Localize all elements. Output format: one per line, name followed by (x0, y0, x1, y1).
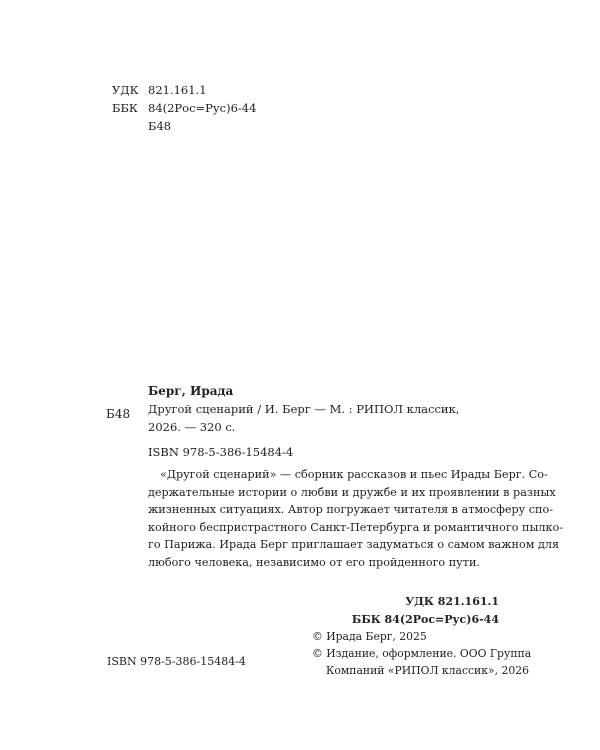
annotation-line: «Другой сценарий» — сборник рассказов и пьес Ирады Берг. Со- (160, 468, 548, 481)
title-line-2: 2026. — 320 с. (148, 420, 236, 434)
annotation-line: держательные истории о любви и дружбе и их проявлении в разных (148, 485, 556, 499)
udk-label: УДК (112, 83, 139, 97)
title-line-1-text: Другой сценарий / И. Берг — М. : РИПОЛ классик, (148, 402, 460, 416)
annotation-line: любого человека, независимо от его пройденного пути. (148, 555, 480, 569)
copyright-block (312, 628, 532, 679)
copyright-line-3: Компаний «РИПОЛ классик», 2026 (326, 664, 529, 677)
udk-row (112, 81, 256, 99)
copyright-line-2: © Издание, оформление. ООО Группа (312, 647, 532, 660)
catalog-isbn: ISBN 978-5-386-15484-4 (148, 445, 294, 459)
bbk-label: ББК (112, 101, 138, 115)
annotation-paragraph (148, 466, 563, 572)
udk-value: 821.161.1 (148, 83, 207, 97)
top-classification-block (112, 81, 256, 135)
right-classification-block (352, 593, 499, 629)
author-name: Берг, Ирада (148, 384, 234, 398)
top-cutter-code: Б48 (148, 119, 172, 133)
annotation-line: жизненных ситуациях. Автор погружает читателя в атмосферу спо- (148, 503, 554, 517)
copyright-line-1: © Ирада Берг, 2025 (312, 630, 427, 643)
catalog-cutter-code: Б48 (106, 407, 131, 421)
annotation-line: койного беспристрастного Санкт-Петербурга и романтичного пылко- (148, 520, 563, 534)
bottom-isbn: ISBN 978-5-386-15484-4 (107, 655, 246, 668)
annotation-line: го Парижа. Ирада Берг приглашает задуматься о самом важном для (148, 538, 560, 552)
bbk-value: 84(2Рос=Рус)6-44 (148, 101, 257, 115)
catalog-record (148, 382, 496, 461)
bbk-row (112, 99, 256, 117)
right-udk: УДК 821.161.1 (405, 595, 499, 608)
title-line-1 (148, 400, 496, 418)
right-bbk: ББК 84(2Рос=Рус)6-44 (351, 613, 499, 626)
